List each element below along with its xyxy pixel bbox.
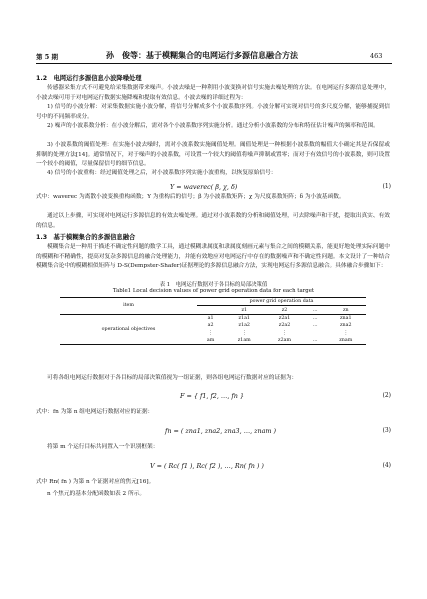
paragraph: 传感器采集方式不可避免给采集数据带来噪声。小波去噪是一种利用小波变换对信号实施去噪处理的方法。在电网运行多源信息处理中，小波去噪可用于对电网运行数据实施降噪和提取有效信息。小波去噪的详细过程为： xyxy=(36,85,390,101)
equation-number: (3) xyxy=(382,427,391,434)
table-col-header: z1 xyxy=(241,307,248,313)
equation-number: (4) xyxy=(382,462,391,469)
table-cell: z1a1 xyxy=(238,315,250,321)
equation-number: (1) xyxy=(382,183,391,190)
paragraph: 模糊集合是一种用于描述不确定性问题的数学工具，通过模糊隶属度和隶属度刻画元素与集合之间的模糊关系，能更好地处理实际问题中的模糊和不精确性，提高对复杂多源信息的融合处理能力，并能有效地应对电网运行中存在的数据噪声和不确定性问题。本文设计了一种结合模糊集合论中的模糊相似矩阵与 D-S(Dempster-Shafer)证据理论的多源信息融合方法，实现电网运行多源信息融合。具体融合步骤如下： xyxy=(36,244,390,269)
equation-2: F = { f1, f2, …, fn } xyxy=(180,392,244,400)
table-cell: … xyxy=(312,315,318,321)
paragraph: 通过以上步骤，可实现对电网运行多源信息的有效去噪处理。通过对小波系数的分析和阈值处理，可去除噪声和干扰，提取出真实、有效的信息。 xyxy=(36,213,390,229)
paragraph: 2) 噪声的小波系数分析：在小波分解后，需对各个小波系数序列实施分析。通过分析小波系数的分布和特征估计噪声的频率和范围。 xyxy=(47,123,379,129)
table-header-item: item xyxy=(60,298,197,315)
table-cell: … xyxy=(312,338,318,344)
table-caption: 表 1 电网运行数据对于各目标的局部决策值 xyxy=(159,282,268,288)
paragraph: 可将各组电网运行数据对于各目标的局部决策值视为一组证据，则各组电网运行数据对应的证据为： xyxy=(47,375,298,381)
section-heading-1-3: 1.3 基于模糊集合的多源信息融合 xyxy=(36,234,136,241)
header-title: 孙 俊等：基于模糊集合的电网运行多源信息融合方法 xyxy=(106,50,298,60)
table-cell: zna1 xyxy=(340,315,352,321)
table-cell: ⋮ xyxy=(282,330,287,336)
table-cell: ⋮ xyxy=(343,330,349,336)
table-caption-en: Table1 Local decision values of power grid operation data for each target xyxy=(112,288,315,294)
table-cell: a1 xyxy=(207,315,214,321)
table-cell: … xyxy=(312,323,318,329)
paragraph: 式中：waverec 为离散小波变换重构函数；Y 为重构后的信号；β 为小波系数矩阵；χ 为尺度系数矩阵；δ 为小波基函数。 xyxy=(36,194,345,200)
paragraph: 式中：fn 为第 n 组电网运行数据对应的证据： xyxy=(36,409,154,415)
equation-number: (2) xyxy=(382,392,391,399)
table-row xyxy=(60,314,366,322)
table-cell: zna2 xyxy=(340,323,352,329)
table-cell: z2am xyxy=(278,338,292,344)
paragraph: 将第 m 个运行目标共同置入一个识别框架： xyxy=(47,444,159,450)
table-col-header: … xyxy=(312,307,318,313)
table-col-header: z2 xyxy=(281,307,288,313)
table-col-header: zn xyxy=(342,307,349,313)
table-cell: ⋮ xyxy=(241,330,247,336)
paragraph: n 个焦元的基本分配函数如表 2 所示。 xyxy=(47,491,146,497)
section-heading-1-2: 1.2 电网运行多源信息小波降噪处理 xyxy=(36,75,142,82)
table-cell: a2 xyxy=(207,323,214,329)
table-row-group-label: operational objectives xyxy=(101,327,156,333)
table-cell: am xyxy=(206,338,215,344)
header-issue: 第 5 期 xyxy=(36,53,59,61)
paragraph: 4) 信号的小波重构：经过阈值处理之后，对小波系数序列实施小波重构，以恢复原始信号： xyxy=(47,170,277,176)
table-cell: z2a1 xyxy=(278,315,291,321)
table-cell: z2a2 xyxy=(278,323,291,329)
table-cell: ⋮ xyxy=(208,330,213,336)
table-header-group: power grid operation data xyxy=(197,298,366,306)
table-cell: znam xyxy=(339,338,353,344)
table-cell xyxy=(305,330,326,337)
equation-1: Y = waverec( β, χ, δ) xyxy=(170,183,238,191)
paragraph: 1) 信号的小波分解：对采集数据实施小波分解，将信号分解成多个小波系数序列。小波分解可实现对信号的多尺度分解，能够捕捉到信号中的不同频率成分。 xyxy=(36,104,390,120)
table-cell: z1am xyxy=(237,338,251,344)
decision-table xyxy=(60,297,366,345)
equation-3: fn = ( zna1, zna2, zna3, …, znam ) xyxy=(165,427,277,435)
paragraph: 3) 小波系数的阈值处理：在实施小波去噪时，需对小波系数实施阈值处理。阈值处理是一种根据小波系数的幅值大小确定其是否保留或抑制的处理方法[14]。通常情况下，对于噪声的小波系数，可设置一个较大的阈值将噪声抑制或置零；而对于有效信号的小波系数，则可设置一个较小的阈值，尽量保留信号的细节信息。 xyxy=(36,142,390,167)
header-rule xyxy=(36,63,392,64)
paragraph: 式中 Rn( fn ) 为第 n 个证据对应的焦元[16]。 xyxy=(36,479,155,485)
header-page-number: 463 xyxy=(370,52,383,60)
equation-4: V = ( Rc( f1 ), Rc( f2 ), …, Rn( fn ) ) xyxy=(150,462,264,470)
table-cell: z1a2 xyxy=(238,323,250,329)
